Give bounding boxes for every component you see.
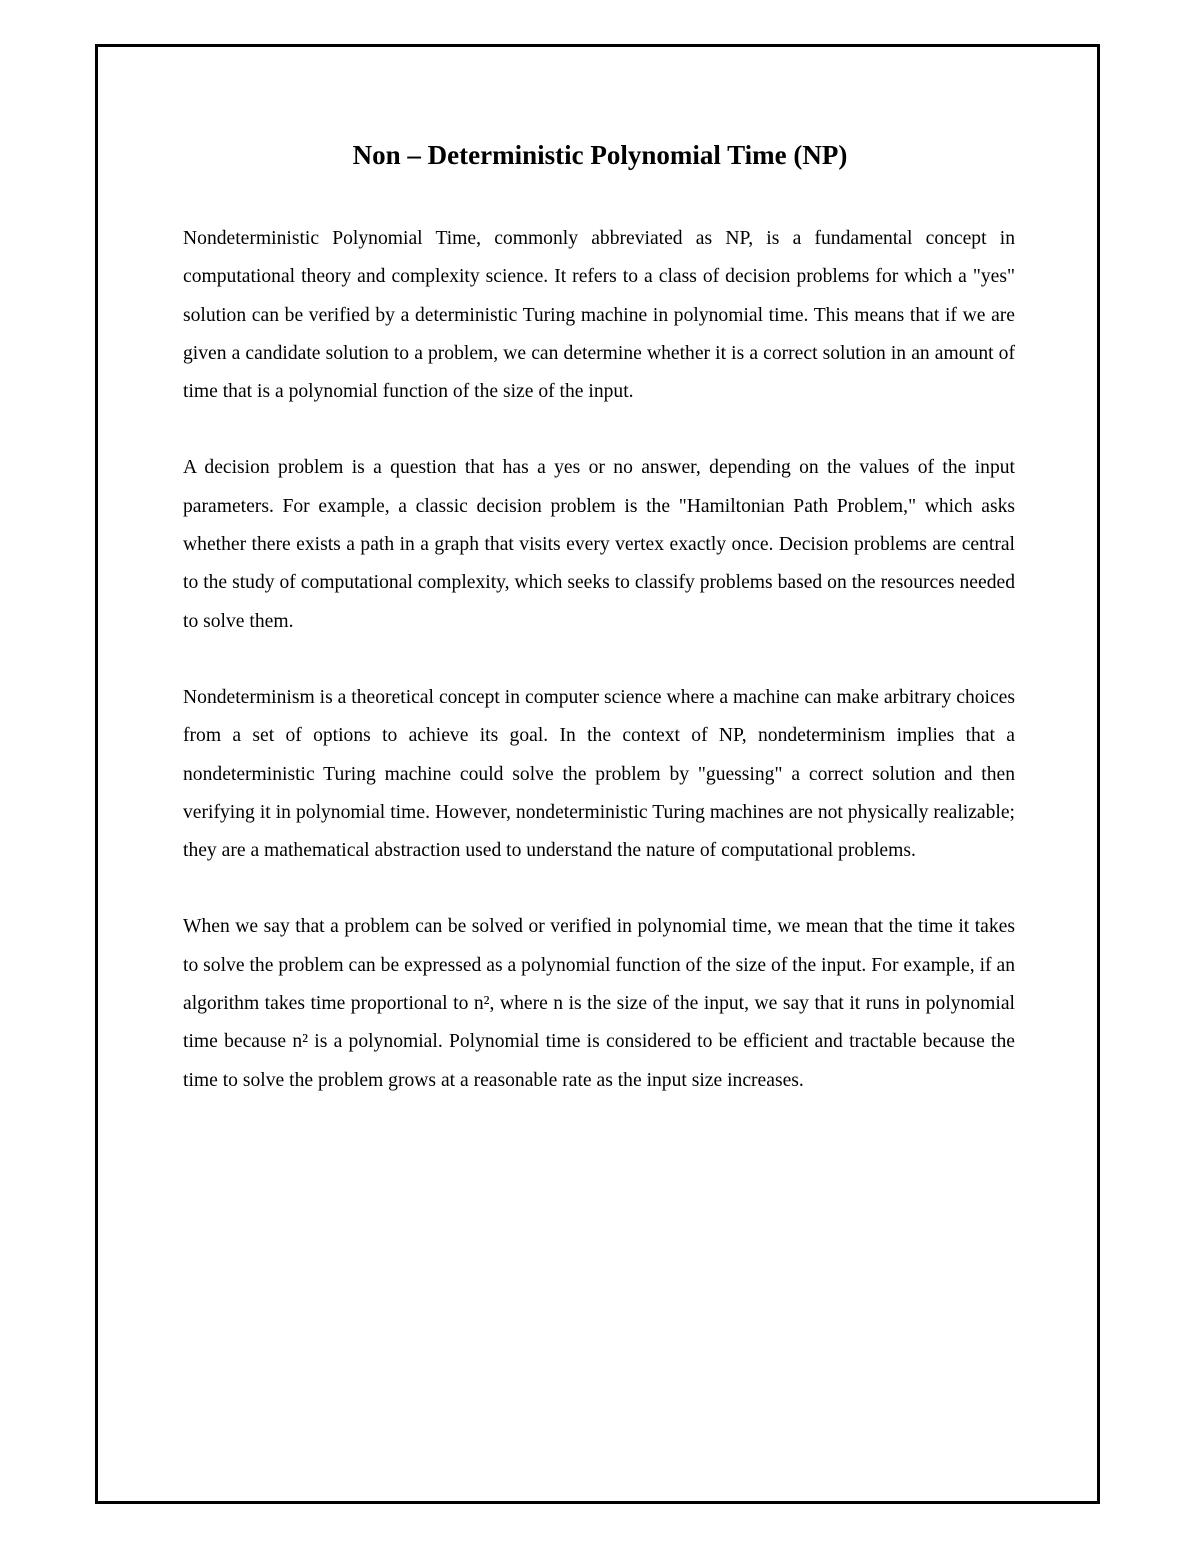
paragraph-polynomial-time: When we say that a problem can be solved or verified in polynomial time, we mean that the time it takes to solve the problem can be expressed as a polynomial function of the size of the input. For example, if an algorithm takes time proportional to n², where n is the size of the input, we say that it runs in polynomial time because n² is a polynomial. Polynomial time is considered to be efficient and tractable because the time to solve the problem grows at a reasonable rate as the input size increases. bbox=[183, 916, 1015, 1091]
paragraph-np-definition: Nondeterministic Polynomial Time, commonly abbreviated as NP, is a fundamental concept in computational theory and complexity science. It refers to a class of decision problems for which a "yes" solution can be verified by a deterministic Turing machine in polynomial time. This means that if we are given a candidate solution to a problem, we can determine whether it is a correct solution in an amount of time that is a polynomial function of the size of the input. bbox=[183, 228, 1015, 403]
paragraph-nondeterminism: Nondeterminism is a theoretical concept in computer science where a machine can make arbitrary choices from a set of options to achieve its goal. In the context of NP, nondeterminism implies that a nondeterministic Turing machine could solve the problem by "guessing" a correct solution and then verifying it in polynomial time. However, nondeterministic Turing machines are not physically realizable; they are a mathematical abstraction used to understand the nature of computational problems. bbox=[183, 686, 1015, 862]
document-body bbox=[183, 220, 1015, 1138]
paragraph-decision-problem: A decision problem is a question that has a yes or no answer, depending on the values of the input parameters. For example, a classic decision problem is the "Hamiltonian Path Problem," which asks whether there exists a path in a graph that visits every vertex exactly once. Decision problems are central to the study of computational complexity, which seeks to classify problems based on the resources needed to solve them. bbox=[183, 457, 1015, 632]
document-title: Non – Deterministic Polynomial Time (NP) bbox=[352, 140, 848, 170]
